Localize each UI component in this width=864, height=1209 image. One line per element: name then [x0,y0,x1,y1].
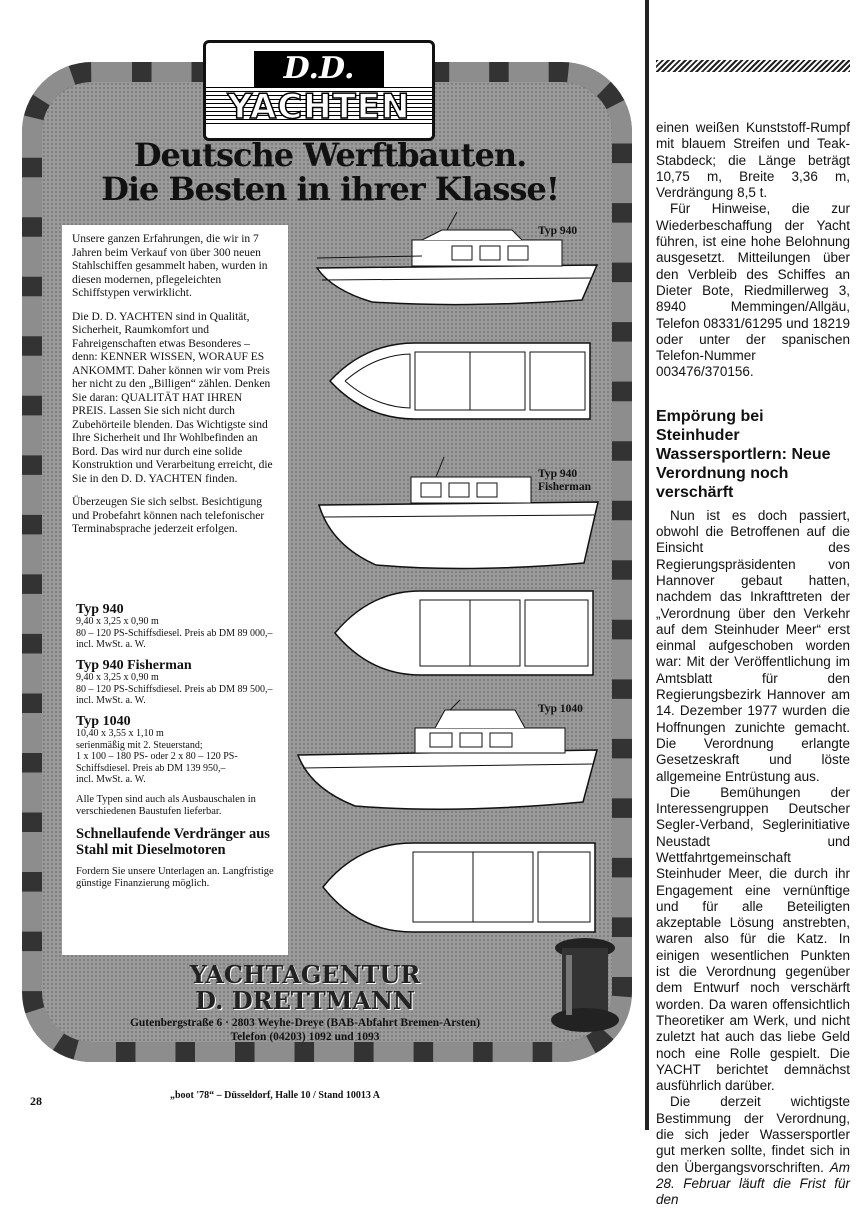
type-spec: 10,40 x 3,55 x 1,10 m serienmäßig mit 2. Steuerstand; 1 x 100 – 180 PS- oder 2 x 80 – 120 PS-Schiffsdiesel. Preis ab DM 139 950,– incl. MwSt. a. W. [76,728,238,785]
type-spec: 9,40 x 3,25 x 0,90 m 80 – 120 PS-Schiffsdiesel. Preis ab DM 89 500,– incl. MwSt. a. W. [76,672,273,706]
boat-label: Typ 940 [538,225,578,237]
article-column [656,60,850,1209]
logo-dd: D.D. [254,51,384,87]
boat-deck-plan [330,588,598,678]
headline-line2: Die Besten in ihrer Klasse! [101,170,559,208]
article-paragraph [656,1094,850,1208]
article-paragraph: Für Hinweise, die zur Wiederbeschaffung der Yacht führen, ist eine hohe Belohnung ausgesetzt. Mitteilungen über den Verbleib des Schiffes an Dieter Bote, Riedmillerweg 3, 8940 Memmingen/Allgäu, Telefon 08331/61295 und 18219 oder unter der spanischen Telefon-Nummer 003476/370156. [656,201,850,380]
agency-address [70,1016,540,1044]
agency-phone: Telefon (04203) 1092 und 1093 [230,1031,380,1043]
slogan: Schnellaufende Verdränger aus Stahl mit Dieselmotoren [76,825,270,858]
agency-line1: YACHTAGENTUR [189,960,421,989]
boat-deck-plan [318,840,600,935]
headline [60,138,600,206]
article-heading: Empörung bei Steinhuder Wassersportlern: Neue Verordnung noch verschärft [656,407,831,501]
agency-block [70,962,540,1044]
logo [203,40,435,141]
agency-street: Gutenbergstraße 6 · 2803 Weyhe-Dreye (BAB-Abfahrt Bremen-Arsten) [129,1017,481,1029]
intro-paragraph: Unsere ganzen Erfahrungen, die wir in 7 Jahren beim Verkauf von über 300 neuen Stahlschiffen gesammelt haben, wurden in diesen modernen, pflegeleichten Schiffstypen verwirklicht. [72,233,268,299]
type-name: Typ 940 Fisherman [76,657,192,673]
intro-paragraph: Die D. D. YACHTEN sind in Qualität, Sicherheit, Raumkomfort und Fahreigenschaften etwas Besonderes – denn: KENNER WISSEN, WORAUF ES ANKOMMT. Daher können wir vom Preis her nicht zu den „Billigen“ zählen. Denken Sie daran: QUALITÄT HAT IHREN PREIS. Lassen Sie sich nicht durch Zubehörteile blenden. Das Wichtigste sind Ihre Sicherheit und Ihr Wohlbefinden an Bord. Das wird nur durch eine solide Konstruktion und Verarbeitung erreicht, die Sie in den D. D. YACHTEN finden. [72,310,273,485]
article-paragraph: einen weißen Kunststoff-Rumpf mit blauem Streifen und Teak-Stabdeck; die Länge beträgt 10,75 m, Breite 3,36 m, Verdrängung 8,5 t. [656,120,850,201]
column-top-rule [656,60,850,72]
article-text: Die derzeit wichtigste Bestimmung der Verordnung, die sich jeder Wassersportler gut merken sollte, findet sich in den Übergangsvorschriften. [656,1094,850,1175]
agency-line2: D. DRETTMANN [195,986,415,1015]
boat-label: Fisherman [538,481,592,493]
bollard-illustration [548,930,622,1040]
article-paragraph: Nun ist es doch passiert, obwohl die Betroffenen auf die Einsicht des Regierungspräsidenten von Hannover gebaut hatten, nachdem das Inkrafttreten der „Verordnung über den Verkehr auf dem Steinhuder Meer“ erst einmal aufgeschoben worden war: Mit der Veröffentlichung im Amtsblatt für den Regierungsbezirk Hannover am 14. Dezember 1977 wurden die Hoffnungen zunichte gemacht. Die Verordnung erlangte Gesetzeskraft und löste allgemeine Entrüstung aus. [656,507,850,784]
type-spec: 9,40 x 3,25 x 0,90 m 80 – 120 PS-Schiffsdiesel. Preis ab DM 89 000,– incl. MwSt. a. W. [76,616,273,650]
type-name: Typ 1040 [76,713,131,729]
intro-paragraph: Überzeugen Sie sich selbst. Besichtigung und Probefahrt können nach telefonischer Terminabsprache jederzeit erfolgen. [72,496,265,535]
article-italic: Am 28. Februar läuft die Frist für den [656,1159,850,1208]
availability-note: Alle Typen sind auch als Ausbauschalen in verschiedenen Baustufen lieferbar. [76,793,256,817]
logo-yachten: YACHTEN [206,87,432,127]
request-note: Fordern Sie unsere Unterlagen an. Langfristige günstige Finanzierung möglich. [76,865,274,889]
boat-label: Typ 1040 [538,703,583,715]
fair-info: „boot '78“ – Düsseldorf, Halle 10 / Stand 10013 A [170,1090,381,1101]
boat-deck-plan [325,340,595,422]
text-panel [62,225,288,955]
boat-side-view [295,700,600,815]
headline-line1: Deutsche Werftbauten. [133,136,527,174]
page-number: 28 [30,1094,42,1108]
type-name: Typ 940 [76,601,124,617]
column-rule [645,0,649,1130]
boat-label: Typ 940 [538,468,578,480]
article-paragraph: Die Bemühungen der Interessengruppen Deutscher Segler-Verband, Seglerinitiative Neustadt und Wettfahrtgemeinschaft Steinhuder Meer, die durch ihr Engagement eine vernünftige und für alle Beteiligten akzeptable Lösung anstrebten, waren also für die Katz. In einigen wesentlichen Punkten ist die Verordnung gegenüber dem Entwurf noch verschärft worden. Da waren offensichtlich Theoretiker am Werk, und nicht zuletzt hat auch das liebe Geld noch eine Rolle gespielt. Die YACHT berichtet demnächst ausführlich darüber. [656,784,850,1094]
agency-name [70,962,540,1014]
